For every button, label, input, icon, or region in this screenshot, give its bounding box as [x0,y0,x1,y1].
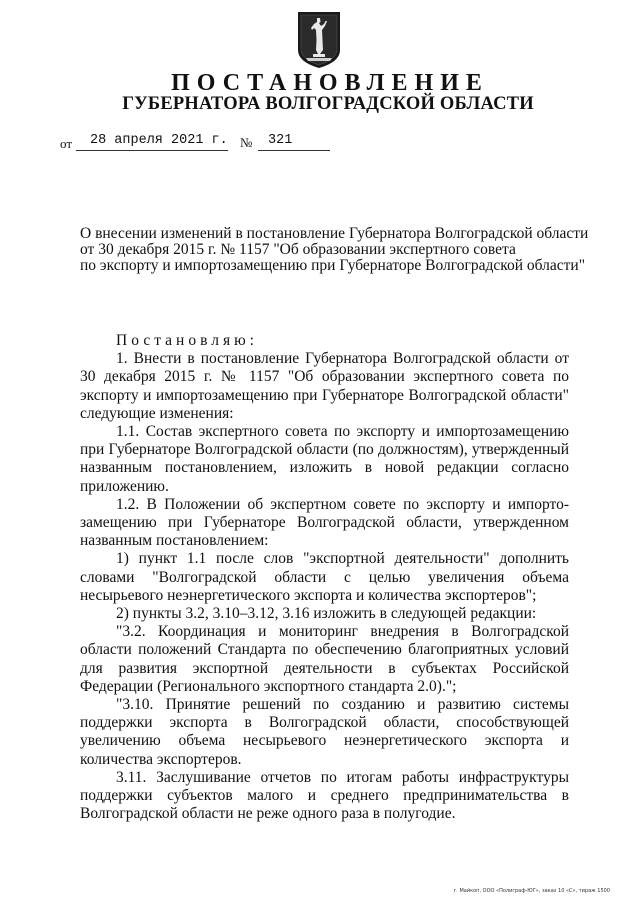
body-paragraph: 1.1. Состав экспертного совета по экспорту и импортозамещению при Губернаторе Волгоградской области (по должностям), утвержденный названным постановлением, изложить в новой редакции согласно приложению. [80,423,569,495]
subject-line: О внесении изменений в постановление Губернатора Волгоградской области [80,225,589,242]
document-type-title: ПОСТАНОВЛЕНИЕ [171,70,489,96]
date-prefix-label: от [60,136,73,151]
document-number: 321 [258,134,330,151]
body-paragraph: "3.2. Координация и мониторинг внедрения в Волгоградской области положений Стандарта по обеспечению благоприятных условий для развития экспортной деятельности в субъектах Российской Федерации (Регионального экспортного стандарта 2.0)."; [80,623,569,695]
issuer-title: ГУБЕРНАТОРА ВОЛГОГРАДСКОЙ ОБЛАСТИ [122,94,534,114]
body-paragraph: 2) пункты 3.2, 3.10–3.12, 3.16 изложить в следующей редакции: [116,605,537,623]
document-date: 28 апреля 2021 г. [76,134,228,151]
body-paragraph: 3.11. Заслушивание отчетов по итогам работы инфраструктуры поддержки субъектов малого и среднего предпринимательства в Волгоградской области не реже одного раза в полугодие. [80,768,569,823]
coat-of-arms-emblem [296,10,342,70]
body-paragraph: 1.2. В Положении об экспертном совете по экспорту и импорто-замещению при Губернаторе Волгоградской области, утвержденном названным постановлением: [80,495,569,550]
print-imprint: г. Майкоп, ООО «Полиграф-ЮГ», заказ 10 «С», тираж 1500 [453,888,610,894]
body-paragraph: 1) пункт 1.1 после слов "экспортной деятельности" дополнить словами "Волгоградской области с целью увеличения объема несырьевого неэнергетического экспорта и количества экспортеров"; [80,550,569,604]
resolution-word: Постановляю: [116,332,258,349]
date-number-line [60,134,340,154]
body-paragraph: "3.10. Принятие решений по созданию и развитию системы поддержки экспорта в Волгоградской области, способствующей увеличению объема несырьевого неэнергетического экспорта и количества экспортеров. [80,696,569,768]
document-body [80,332,569,823]
body-paragraph: 1. Внести в постановление Губернатора Волгоградской области от 30 декабря 2015 г. № 1157 "Об образовании экспертного совета по экспорту и импортозамещению при Губернаторе Волгоградской области" следующие изменения: [80,350,569,422]
number-sign-label: № [240,135,253,150]
subject-line: от 30 декабря 2015 г. № 1157 "Об образовании экспертного совета [80,241,516,258]
document-subject [80,225,589,274]
subject-line: по экспорту и импортозамещению при Губернаторе Волгоградской области" [80,257,586,274]
